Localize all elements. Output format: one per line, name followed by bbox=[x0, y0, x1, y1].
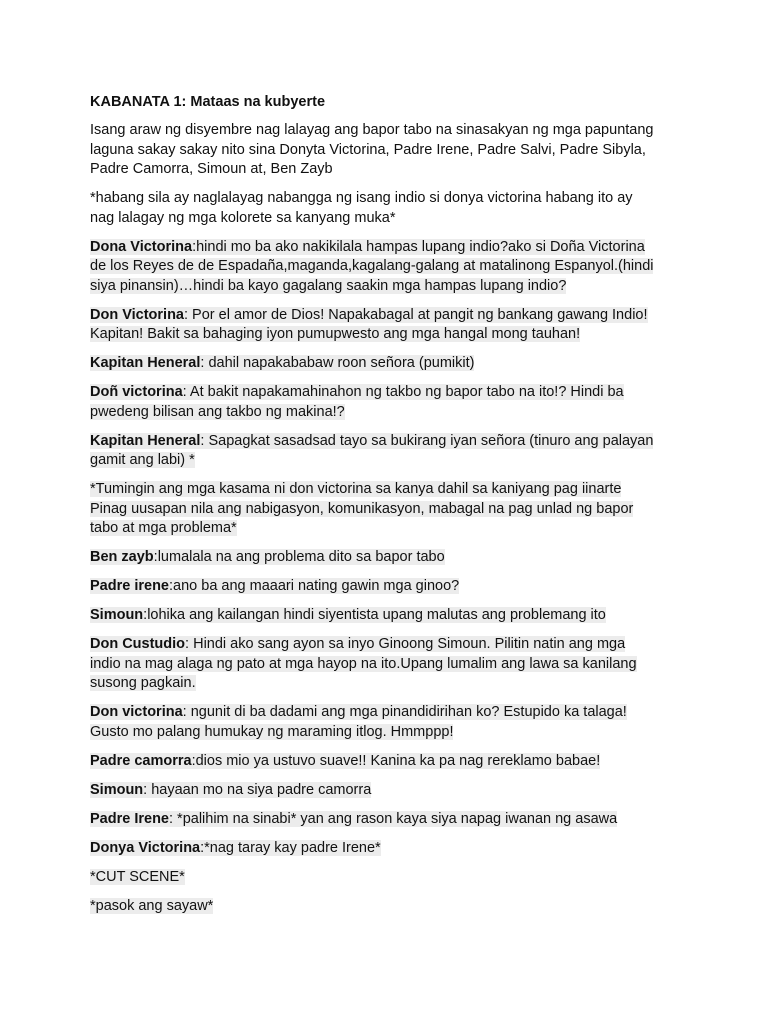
highlighted-line bbox=[90, 433, 653, 449]
highlighted-line bbox=[90, 869, 185, 885]
highlighted-line bbox=[90, 782, 371, 798]
speaker-name: Doñ victorina bbox=[90, 384, 183, 400]
speaker-name: Kapitan Heneral bbox=[90, 355, 201, 371]
highlighted-line bbox=[90, 811, 617, 827]
text-line: : Hindi ako sang ayon sa inyo Ginoong Simoun. Pilitin natin ang mga bbox=[185, 636, 626, 652]
speaker-name: Padre irene bbox=[90, 578, 169, 594]
speaker-name: Dona Victorina bbox=[90, 238, 193, 255]
dialogue-line bbox=[90, 238, 690, 297]
speaker-name: Don victorina bbox=[90, 704, 183, 720]
text-line: Gusto mo palang humukay ng maraming itlog. Hmmppp! bbox=[90, 723, 454, 740]
highlighted-line bbox=[90, 753, 600, 769]
highlighted-line bbox=[90, 636, 625, 652]
dialogue-line bbox=[90, 635, 690, 694]
text-line: :hindi mo ba ako nakikilala hampas lupang indio?ako si Doña Victorina bbox=[192, 238, 645, 255]
text-line: *CUT SCENE* bbox=[90, 868, 185, 885]
text-line: *pasok ang sayaw* bbox=[90, 897, 214, 914]
text-line: susong pagkain. bbox=[90, 675, 196, 691]
text-line: gamit ang labi) * bbox=[90, 452, 195, 468]
chapter-title: KABANATA 1: Mataas na kubyerte bbox=[90, 94, 326, 110]
dialogue-line bbox=[90, 383, 690, 422]
text-line: :dios mio ya ustuvo suave!! Kanina ka pa nag rereklamo babae! bbox=[191, 752, 601, 769]
highlighted-line bbox=[90, 355, 474, 371]
speaker-name: Ben zayb bbox=[90, 549, 154, 565]
speaker-name: Simoun bbox=[90, 607, 144, 623]
speaker-name: Donya Victorina bbox=[90, 839, 201, 856]
speaker-name: Simoun bbox=[90, 781, 144, 798]
highlighted-line bbox=[90, 258, 653, 274]
stage-direction bbox=[90, 868, 690, 888]
speaker-name: Kapitan Heneral bbox=[90, 432, 201, 449]
highlighted-line bbox=[90, 239, 645, 255]
text-line: Isang araw ng disyembre nag lalayag ang bapor tabo na sinasakyan ng mga papuntang bbox=[90, 122, 654, 138]
highlighted-line bbox=[90, 326, 580, 342]
highlighted-line bbox=[90, 840, 381, 856]
highlighted-line bbox=[90, 607, 606, 623]
dialogue-line bbox=[90, 354, 690, 374]
text-line: : hayaan mo na siya padre camorra bbox=[143, 781, 372, 798]
dialogue-line bbox=[90, 577, 690, 597]
highlighted-line bbox=[90, 452, 195, 468]
highlighted-line bbox=[90, 481, 621, 497]
text-line: siya pinansin)…hindi ba kayo gagalang saakin mga hampas lupang indio? bbox=[90, 277, 567, 294]
intro-section bbox=[90, 121, 690, 228]
text-line: :*nag taray kay padre Irene* bbox=[200, 839, 381, 856]
text-line: : *palihim na sinabi* yan ang rason kaya siya napag iwanan ng asawa bbox=[169, 810, 618, 827]
highlighted-line bbox=[90, 724, 453, 740]
text-line: : dahil napakababaw roon señora (pumikit) bbox=[200, 355, 475, 371]
text-line: de los Reyes de de Espadaña,maganda,kagalang-galang at matalinong Espanyol.(hindi bbox=[90, 258, 654, 274]
text-line: Pinag uusapan nila ang nabigasyon, komunikasyon, mabagal na pag unlad ng bapor bbox=[90, 500, 634, 517]
speaker-name: Padre camorra bbox=[90, 752, 192, 769]
highlighted-line bbox=[90, 384, 624, 400]
text-line: :lohika ang kailangan hindi siyentista upang malutas ang problemang ito bbox=[143, 607, 606, 623]
speaker-name: Don Victorina bbox=[90, 306, 184, 323]
text-line: tabo at mga problema* bbox=[90, 520, 237, 536]
highlighted-line bbox=[90, 278, 566, 294]
text-line: : Sapagkat sasadsad tayo sa bukirang iyan señora (tinuro ang palayan bbox=[200, 432, 654, 449]
intro-paragraph bbox=[90, 189, 690, 228]
dialogue-line bbox=[90, 703, 690, 742]
highlighted-line bbox=[90, 578, 459, 594]
text-line: pwedeng bilisan ang takbo ng makina!? bbox=[90, 403, 345, 420]
document-page bbox=[90, 92, 690, 926]
text-line: nag lalagay ng mga kolorete sa kanyang muka* bbox=[90, 209, 396, 226]
highlighted-line bbox=[90, 675, 196, 691]
text-line: Kapitan! Bakit sa bahaging iyon pumupwesto ang mga hangal mong tauhan! bbox=[90, 326, 581, 342]
dialogue-line bbox=[90, 781, 690, 801]
dialogue-line bbox=[90, 839, 690, 859]
highlighted-line bbox=[90, 404, 345, 420]
dialogue-line bbox=[90, 432, 690, 471]
highlighted-line bbox=[90, 898, 213, 914]
stage-direction bbox=[90, 480, 690, 539]
text-line: :lumalala na ang problema dito sa bapor tabo bbox=[153, 549, 445, 565]
text-line: Padre Camorra, Simoun at, Ben Zayb bbox=[90, 161, 333, 177]
stage-direction bbox=[90, 897, 690, 917]
intro-paragraph bbox=[90, 121, 690, 180]
highlighted-line bbox=[90, 520, 237, 536]
speaker-name: Don Custudio bbox=[90, 636, 186, 652]
highlighted-line bbox=[90, 501, 633, 517]
highlighted-line bbox=[90, 704, 627, 720]
dialogue-line bbox=[90, 752, 690, 772]
dialogue-line bbox=[90, 548, 690, 568]
text-line: : ngunit di ba dadami ang mga pinandidirihan ko? Estupido ka talaga! bbox=[182, 704, 627, 720]
dialogue-line bbox=[90, 306, 690, 345]
text-line: : At bakit napakamahinahon ng takbo ng bapor tabo na ito!? Hindi ba bbox=[182, 384, 624, 400]
highlighted-line bbox=[90, 307, 648, 323]
dialogue-line bbox=[90, 606, 690, 626]
highlighted-line bbox=[90, 549, 445, 565]
text-line: : Por el amor de Dios! Napakabagal at pangit ng bankang gawang Indio! bbox=[184, 306, 648, 323]
text-line: laguna sakay sakay nito sina Donyta Victorina, Padre Irene, Padre Salvi, Padre Sibyla, bbox=[90, 141, 646, 158]
text-line: *Tumingin ang mga kasama ni don victorina sa kanya dahil sa kaniyang pag iinarte bbox=[90, 481, 622, 497]
dialogue-section bbox=[90, 238, 690, 917]
speaker-name: Padre Irene bbox=[90, 810, 169, 827]
highlighted-line bbox=[90, 656, 637, 672]
dialogue-line bbox=[90, 810, 690, 830]
text-line: *habang sila ay naglalayag nabangga ng isang indio si donya victorina habang ito ay bbox=[90, 190, 633, 206]
text-line: :ano ba ang maaari nating gawin mga ginoo? bbox=[169, 578, 460, 594]
text-line: indio na mag alaga ng pato at mga hayop na ito.Upang lumalim ang lawa sa kanilang bbox=[90, 655, 637, 672]
